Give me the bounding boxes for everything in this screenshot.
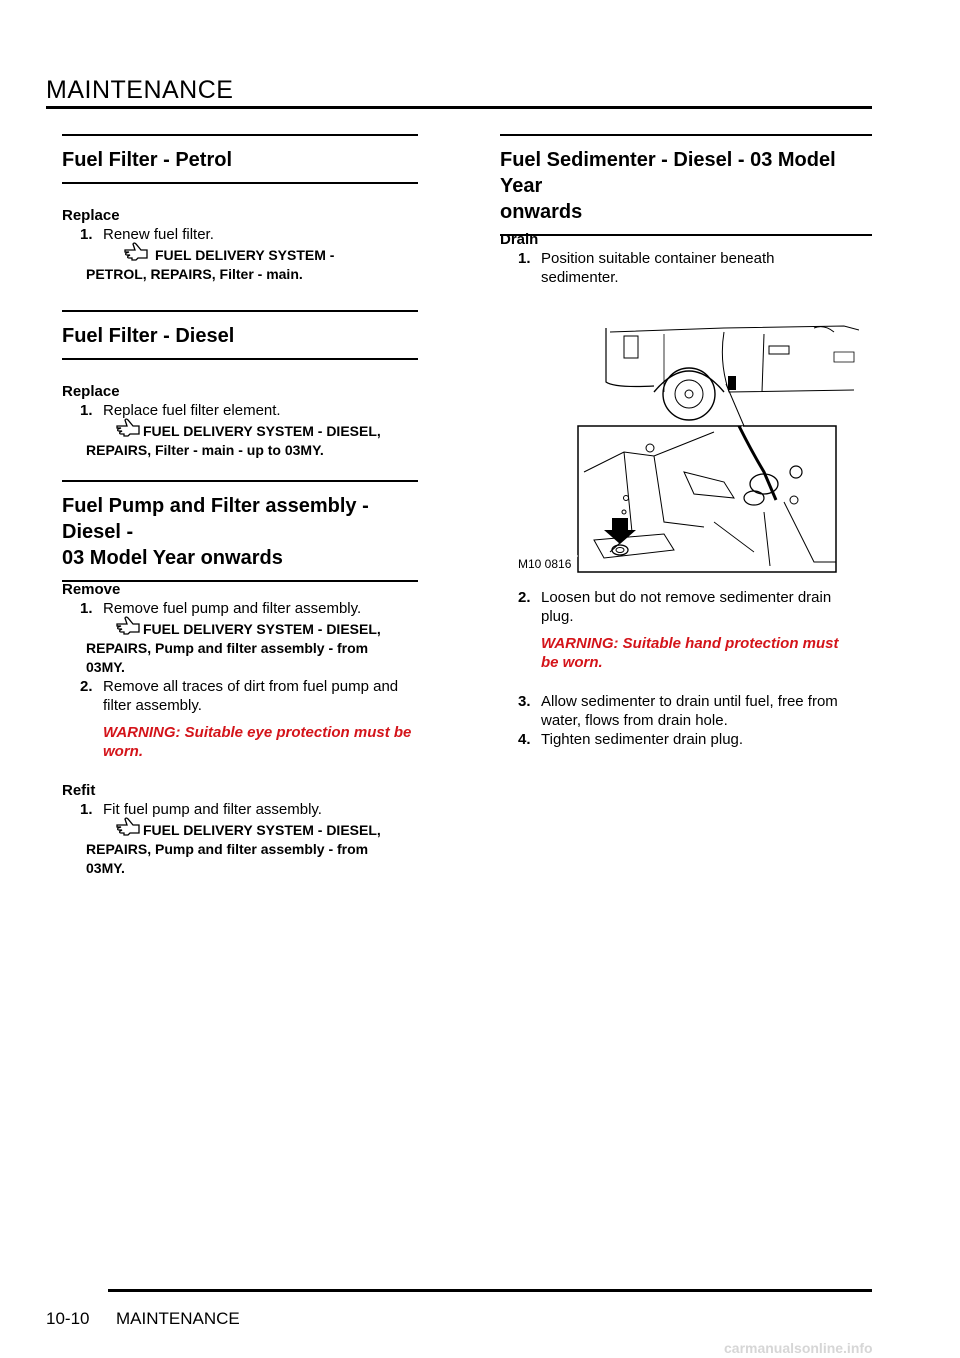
warning-line: WARNING: Suitable eye protection must be bbox=[103, 724, 412, 741]
pump-body bbox=[62, 580, 418, 878]
watermark: carmanualsonline.info bbox=[724, 1340, 873, 1356]
step-number: 2. bbox=[518, 589, 531, 606]
section-title bbox=[500, 147, 872, 225]
section-fuel-filter-diesel bbox=[62, 310, 418, 360]
warning-line: be worn. bbox=[541, 654, 603, 671]
reference-line: REPAIRS, Pump and filter assembly - from bbox=[86, 841, 369, 857]
footer-rule bbox=[108, 1289, 872, 1292]
section-rule-bottom bbox=[62, 358, 418, 360]
step-number: 1. bbox=[80, 801, 93, 818]
step-text: Remove all traces of dirt from fuel pump and bbox=[103, 678, 399, 695]
step-number: 3. bbox=[518, 693, 531, 710]
figure-label: M10 0816 bbox=[518, 557, 572, 571]
footer-section: MAINTENANCE bbox=[116, 1309, 240, 1328]
step-text: Position suitable container beneath bbox=[541, 250, 775, 267]
title-line: Fuel Pump and Filter assembly - Diesel - bbox=[62, 495, 369, 543]
step-number: 1. bbox=[518, 250, 531, 267]
step-number: 4. bbox=[518, 731, 531, 748]
step-number: 1. bbox=[80, 600, 93, 617]
step-text: Loosen but do not remove sedimenter drain bbox=[541, 589, 832, 606]
step-text: Tighten sedimenter drain plug. bbox=[541, 731, 744, 748]
sedimenter-body-bottom bbox=[500, 588, 872, 749]
subheading-replace: Replace bbox=[62, 207, 120, 224]
section-rule-top bbox=[62, 480, 418, 482]
petrol-body bbox=[62, 206, 418, 284]
section-fuel-filter-petrol bbox=[62, 134, 418, 184]
title-line: 03 Model Year onwards bbox=[62, 547, 283, 569]
reference-line: FUEL DELIVERY SYSTEM - DIESEL, bbox=[143, 423, 381, 439]
warning-line: worn. bbox=[103, 743, 143, 760]
title-line: onwards bbox=[500, 201, 583, 223]
cross-reference[interactable] bbox=[62, 821, 418, 878]
warning-line: WARNING: Suitable hand protection must bbox=[541, 635, 839, 652]
step-text: water, flows from drain hole. bbox=[541, 712, 728, 729]
step-number: 2. bbox=[80, 678, 93, 695]
step-text: Allow sedimenter to drain until fuel, free from bbox=[541, 693, 838, 710]
section-rule-top bbox=[62, 134, 418, 136]
sedimenter-body-top bbox=[500, 230, 872, 287]
diesel-body bbox=[62, 382, 418, 460]
section-rule-bottom bbox=[62, 182, 418, 184]
title-line: Fuel Sedimenter - Diesel - 03 Model Year bbox=[500, 149, 836, 197]
section-fuel-sedimenter bbox=[500, 134, 872, 236]
page-header-title: MAINTENANCE bbox=[46, 76, 234, 104]
reference-line: FUEL DELIVERY SYSTEM - DIESEL, bbox=[143, 621, 381, 637]
step bbox=[500, 692, 872, 730]
cross-reference[interactable] bbox=[62, 246, 418, 284]
pointing-hand-icon bbox=[116, 417, 140, 437]
reference-line: REPAIRS, Pump and filter assembly - from bbox=[86, 640, 369, 656]
pointing-hand-icon bbox=[116, 816, 140, 836]
reference-line: 03MY. bbox=[86, 659, 125, 675]
reference-line: FUEL DELIVERY SYSTEM - bbox=[155, 247, 335, 263]
sedimenter-illustration bbox=[514, 322, 859, 574]
pointing-hand-icon bbox=[124, 241, 148, 261]
reference-line: REPAIRS, Filter - main - up to 03MY. bbox=[86, 442, 324, 458]
step-text: Fit fuel pump and filter assembly. bbox=[103, 801, 322, 818]
header-rule bbox=[46, 106, 872, 109]
step bbox=[500, 249, 872, 287]
warning-text bbox=[62, 723, 418, 761]
step bbox=[500, 588, 872, 626]
step bbox=[62, 225, 418, 244]
step-text: Renew fuel filter. bbox=[103, 226, 214, 243]
step-text: filter assembly. bbox=[103, 697, 202, 714]
section-rule-top bbox=[500, 134, 872, 136]
pointing-hand-icon bbox=[116, 615, 140, 635]
step bbox=[500, 730, 872, 749]
step-text: sedimenter. bbox=[541, 269, 619, 286]
subheading-replace: Replace bbox=[62, 383, 120, 400]
step-number: 1. bbox=[80, 402, 93, 419]
step-text: Remove fuel pump and filter assembly. bbox=[103, 600, 362, 617]
step-text: plug. bbox=[541, 608, 574, 625]
footer-page-number: 10-10 bbox=[46, 1309, 90, 1328]
cross-reference[interactable] bbox=[62, 422, 418, 460]
reference-line: FUEL DELIVERY SYSTEM - DIESEL, bbox=[143, 822, 381, 838]
step-text: Replace fuel filter element. bbox=[103, 402, 281, 419]
subheading-refit: Refit bbox=[62, 782, 96, 799]
step-number: 1. bbox=[80, 226, 93, 243]
reference-line: 03MY. bbox=[86, 860, 125, 876]
section-title bbox=[62, 493, 418, 571]
step bbox=[62, 677, 418, 715]
section-title: Fuel Filter - Diesel bbox=[62, 325, 235, 347]
section-rule-top bbox=[62, 310, 418, 312]
cross-reference[interactable] bbox=[62, 620, 418, 677]
section-title: Fuel Filter - Petrol bbox=[62, 149, 233, 171]
section-fuel-pump-filter-assembly bbox=[62, 480, 418, 582]
subheading-drain: Drain bbox=[500, 231, 539, 248]
reference-line: PETROL, REPAIRS, Filter - main. bbox=[86, 266, 303, 282]
warning-text bbox=[500, 634, 872, 672]
subheading-remove: Remove bbox=[62, 581, 121, 598]
